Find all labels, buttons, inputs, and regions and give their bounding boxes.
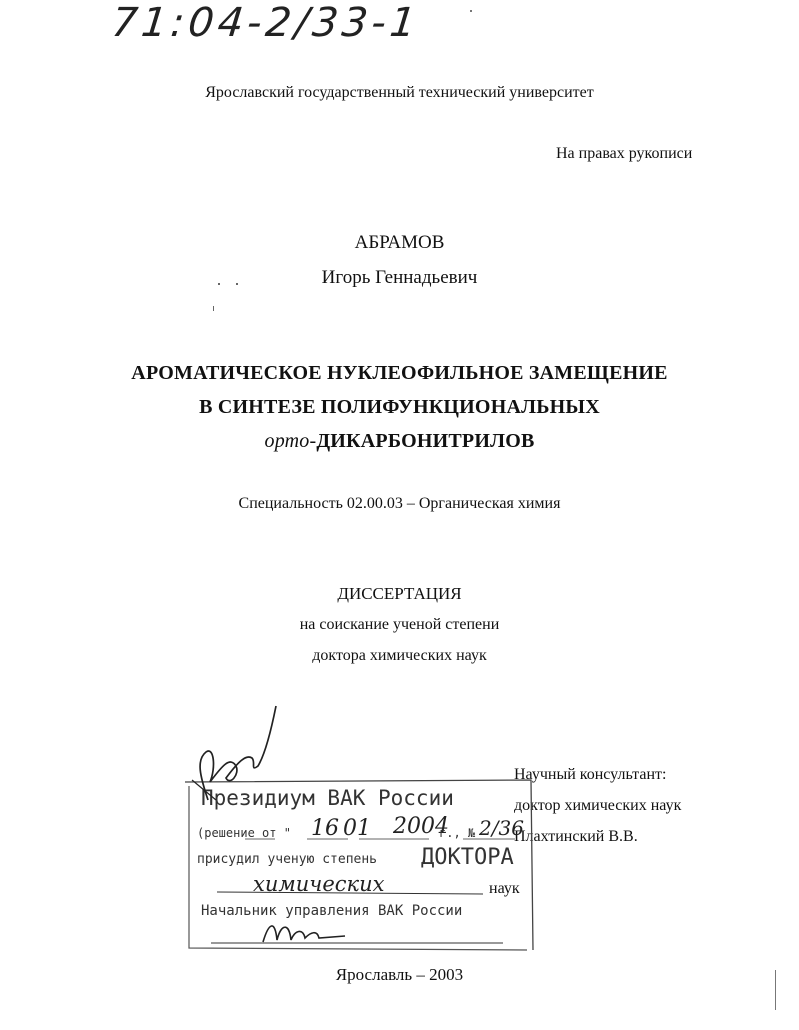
consultant-name: Плахтинский В.В. — [514, 828, 638, 845]
stamp-field-handwritten: химических — [253, 872, 385, 896]
stamp-number: 2/36 — [479, 816, 524, 840]
stamp-degree-word: ДОКТОРА — [421, 845, 514, 870]
scan-artifact — [775, 970, 776, 1010]
stamp-field-suffix: наук — [489, 880, 520, 897]
stamp-chief: Начальник управления ВАК России — [201, 903, 463, 919]
title-ortho-prefix: орто- — [264, 430, 317, 452]
rights-note: На правах рукописи — [556, 145, 693, 162]
consultant-label: Научный консультант: — [514, 766, 667, 783]
city-year: Ярославль – 2003 — [335, 965, 464, 984]
university-name: Ярославский государственный технический университет — [205, 84, 594, 101]
author-name: Игорь Геннадьевич — [321, 267, 478, 288]
stamp-signature — [259, 912, 349, 952]
consultant-degree: доктор химических наук — [514, 797, 682, 814]
scan-artifact — [470, 10, 472, 12]
title-line-3-main: ДИКАРБОНИТРИЛОВ — [316, 430, 535, 452]
stamp-day: 16 — [311, 816, 339, 841]
scan-artifact — [213, 306, 214, 311]
stamp-header: Президиум ВАК России — [201, 786, 454, 810]
stamp-year: 2004 — [393, 814, 449, 839]
author-surname: АБРАМОВ — [354, 232, 445, 253]
archive-code: 71:04-2/33-1 — [109, 0, 422, 46]
specialty: Специальность 02.00.03 – Органическая химия — [238, 495, 561, 512]
title-line-2: В СИНТЕЗЕ ПОЛИФУНКЦИОНАЛЬНЫХ — [199, 396, 600, 418]
dissertation-label: ДИССЕРТАЦИЯ — [337, 584, 462, 603]
scan-artifact — [218, 283, 220, 285]
stamp-month: 01 — [343, 816, 371, 841]
stamp-number-prefix: г., № — [439, 826, 476, 840]
scan-artifact — [236, 283, 238, 285]
dissertation-degree: доктора химических наук — [312, 647, 487, 664]
title-line-3 — [0, 430, 799, 453]
handwritten-signature — [186, 696, 286, 806]
stamp-awarded: присудил ученую степень — [197, 852, 378, 867]
stamp-decision-prefix: (решение от " — [197, 826, 291, 840]
title-line-1: АРОМАТИЧЕСКОЕ НУКЛЕОФИЛЬНОЕ ЗАМЕЩЕНИЕ — [131, 362, 668, 384]
dissertation-purpose: на соискание ученой степени — [299, 616, 500, 633]
